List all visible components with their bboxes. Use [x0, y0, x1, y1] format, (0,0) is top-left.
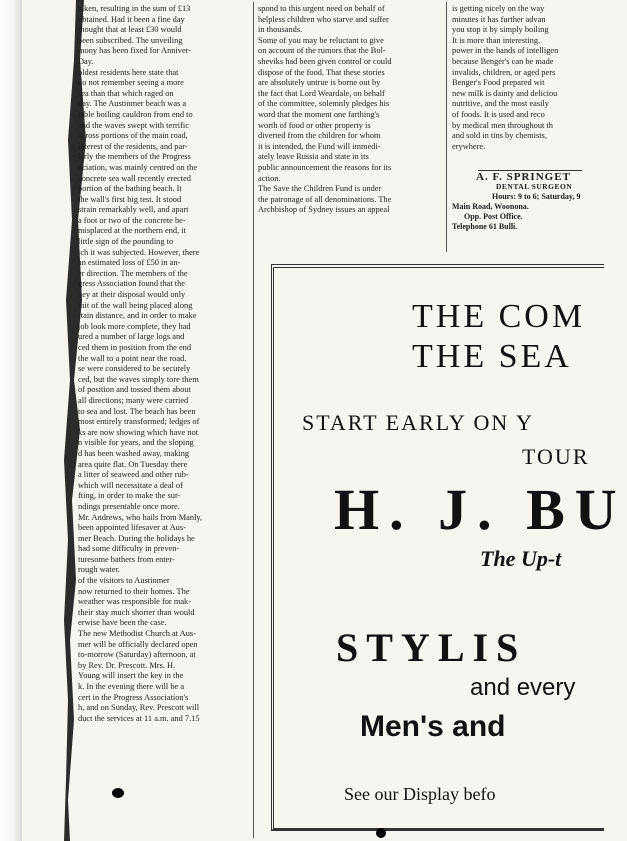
text-line: ured a number of large logs and: [78, 332, 185, 342]
text-line: h, and on Sunday, Rev. Prescott will: [78, 703, 200, 713]
text-line: weather was responsible for mak-: [78, 597, 192, 607]
text-line: been appointed lifesaver at Aus-: [78, 523, 186, 533]
ad-headline-2: THE SEA: [412, 338, 572, 375]
ad-see-display: See our Display befo: [344, 784, 496, 804]
text-line: ich it was subjected. However, there: [78, 247, 200, 257]
text-line: erywhere.: [452, 141, 486, 151]
text-line: mony has been fixed for Anniver-: [78, 46, 192, 56]
ad-tagline: The Up-t: [480, 546, 562, 571]
text-line: larly the members of the Progress: [78, 152, 191, 162]
text-line: fting, in order to make the sur-: [78, 491, 181, 501]
text-line: gress Association found that the: [78, 279, 185, 289]
text-line: worth of food or other property is: [258, 120, 371, 130]
column-rule: [446, 2, 447, 252]
text-line: you stop it by simply boiling: [452, 25, 549, 35]
text-line: to sea and lost. The beach has been: [78, 406, 196, 416]
article-column-austinmer: [78, 4, 250, 834]
text-line: the fact that Lord Weardale, on behalf: [258, 88, 385, 98]
text-line: little sign of the pounding to: [78, 237, 174, 247]
text-line: obtained. Had it been a fine day: [78, 14, 185, 24]
text-line: se were considered to be securely: [78, 364, 191, 374]
text-line: most entirely transformed; ledges of: [78, 417, 200, 427]
text-line: Day.: [78, 56, 94, 66]
text-line: of the visitors to Austinmer: [78, 576, 170, 586]
text-line: across portions of the main road,: [78, 131, 188, 141]
text-line: thought that at least £30 would: [78, 25, 182, 35]
text-line: cert in the Progress Association's: [78, 692, 189, 702]
text-line: had some difficulty in preven-: [78, 544, 180, 554]
text-line: taken, resulting in the sum of £13: [78, 4, 191, 13]
scan-shadow: [0, 0, 22, 841]
ad-and-every: and every: [470, 674, 576, 701]
text-line: interest of the residents, and par-: [78, 141, 188, 151]
display-advertisement: [271, 264, 627, 831]
article-column-save-the-children: [258, 4, 442, 248]
text-line: do not remember seeing a more: [78, 78, 184, 88]
text-line: duct the services at 11 a.m. and 7.15: [78, 713, 200, 723]
text-line: erwise have been the case.: [78, 618, 167, 628]
column-rule: [253, 2, 254, 838]
text-line: action.: [258, 173, 281, 183]
ink-stain: [112, 788, 124, 798]
text-line: of the committee, solemnly pledges his: [258, 99, 390, 109]
dentist-hours: Hours: 9 to 6; Saturday, 9: [492, 192, 581, 201]
text-line: all directions; many were carried: [78, 395, 189, 405]
ad-subheadline-2: TOUR: [522, 444, 590, 469]
dentist-location: Opp. Post Office.: [464, 212, 523, 221]
ink-stain: [376, 828, 386, 838]
text-line: mer will be officially declared open: [78, 639, 198, 649]
text-line: ociation, was mainly centred on the: [78, 162, 198, 172]
text-line: minutes it has further advan: [452, 14, 546, 24]
dentist-name: A. F. SPRINGET: [476, 171, 571, 183]
text-line: ced, but the waves simply tore them: [78, 374, 199, 384]
text-line: a litter of seaweed and other rub-: [78, 470, 189, 480]
text-line: It is more than interesting.: [452, 35, 541, 45]
ad-stylish: STYLIS: [336, 625, 527, 670]
text-line: invalids, children, or aged pers: [452, 67, 556, 77]
text-line: diverted from the children for whom: [258, 131, 381, 141]
text-line: public announcement the reasons for its: [258, 162, 392, 172]
text-line: the patronage of all denominations. The: [258, 194, 392, 204]
ad-mens: Men's and: [360, 710, 506, 743]
text-line: in thousands.: [258, 25, 303, 35]
text-line: a foot or two of the concrete be-: [78, 215, 186, 225]
text-line: Benger's Food prepared wit: [452, 78, 545, 88]
text-line: misplaced at the northern end, it: [78, 226, 186, 236]
text-line: turesome bathers from enter-: [78, 554, 175, 564]
text-line: area quite flat. On Tuesday there: [78, 459, 188, 469]
text-line: ndings presentable once more.: [78, 501, 180, 511]
text-line: job look more complete, they had: [78, 321, 191, 331]
ad-store-name: H. J. BU: [334, 477, 627, 542]
text-line: new milk is dainty and deliciou: [452, 88, 558, 98]
text-line: been subscribed. The unveiling: [78, 35, 183, 45]
text-line: Some of you may be reluctant to give: [258, 35, 384, 45]
text-line: their stay much shorter than would: [78, 607, 195, 617]
text-line: word that the moment one farthing's: [258, 109, 380, 119]
text-line: helpless children who starve and suffer: [258, 14, 389, 24]
text-line: Archbishop of Sydney issues an appeal: [258, 205, 390, 215]
text-line: the wall to a point near the road.: [78, 353, 187, 363]
text-line: n visible for years, and the sloping: [78, 438, 194, 448]
text-line: and the waves swept with terrific: [78, 120, 189, 130]
text-line: of foods. It is used and reco: [452, 109, 545, 119]
text-line: and sold in tins by chemists,: [452, 131, 547, 141]
text-line: sheviks had been given control or could: [258, 56, 392, 66]
dentist-telephone: Telephone 61 Bulli.: [452, 222, 518, 231]
text-line: is getting nicely on the way: [452, 4, 545, 13]
text-line: it is intended, the Fund will immedi-: [258, 141, 381, 151]
text-line: ced them in position from the end: [78, 343, 192, 352]
text-line: portion of the bathing beach. It: [78, 184, 182, 194]
text-line: nutritive, and the most easily: [452, 99, 549, 109]
text-line: are absolutely untrue is borne out by: [258, 78, 381, 88]
text-line: to-morrow (Saturday) afternoon, at: [78, 650, 196, 660]
text-line: The new Methodist Church at Aus-: [78, 629, 196, 639]
text-line: of position and tossed them about: [78, 385, 191, 395]
text-line: Mr. Andrews, who hails from Manly,: [78, 512, 203, 522]
text-line: Young will insert the key in the: [78, 671, 184, 681]
text-line: mit of the wall being placed along: [78, 300, 193, 310]
ad-subheadline: START EARLY ON Y: [302, 410, 534, 435]
dentist-address: Main Road, Woonona.: [452, 202, 529, 211]
text-line: which will necessitate a deal of: [78, 480, 183, 490]
text-line: because Benger's can be made: [452, 56, 554, 66]
text-line: oldest residents here state that: [78, 67, 179, 77]
text-line: spond to this urgent need on behalf of: [258, 4, 385, 13]
text-line: dispose of the food. That these stories: [258, 67, 385, 77]
text-line: by Rev. Dr. Prescott. Mrs. H.: [78, 660, 176, 670]
text-line: concrete sea wall recently erected: [78, 173, 191, 183]
text-line: table boiling cauldron from end to: [78, 109, 193, 119]
text-line: ney at their disposal would only: [78, 290, 186, 300]
text-line: now returned to their homes. The: [78, 586, 190, 596]
ad-headline-1: THE COM: [412, 298, 586, 335]
text-line: day. The Austinmer beach was a: [78, 99, 187, 109]
text-line: ately leave Russia and state in its: [258, 152, 369, 162]
text-line: The Save the Children Fund is under: [258, 184, 382, 194]
text-line: by medical men throughout th: [452, 120, 553, 130]
text-line: er direction. The members of the: [78, 268, 188, 278]
text-line: ks are now showing which have not: [78, 427, 199, 437]
text-line: k. In the evening there will be a: [78, 682, 185, 691]
dentist-advertisement: [452, 172, 592, 250]
text-line: sea than that which raged on: [78, 88, 174, 98]
text-line: d has been washed away, making: [78, 448, 190, 458]
article-column-bengers-food: [452, 4, 592, 168]
text-line: an estimated loss of £50 in an-: [78, 258, 181, 268]
text-line: strain remarkably well, and apart: [78, 205, 189, 215]
text-line: rtain distance, and in order to make: [78, 311, 197, 321]
text-line: mer Beach. During the holidays he: [78, 533, 195, 543]
dentist-title: DENTAL SURGEON: [496, 182, 573, 191]
text-line: power in the hands of intelligen: [452, 46, 559, 56]
text-line: the wall's first big test. It stood: [78, 194, 182, 204]
text-line: rough water.: [78, 565, 120, 575]
text-line: on account of the rumors that the Bol-: [258, 46, 386, 56]
